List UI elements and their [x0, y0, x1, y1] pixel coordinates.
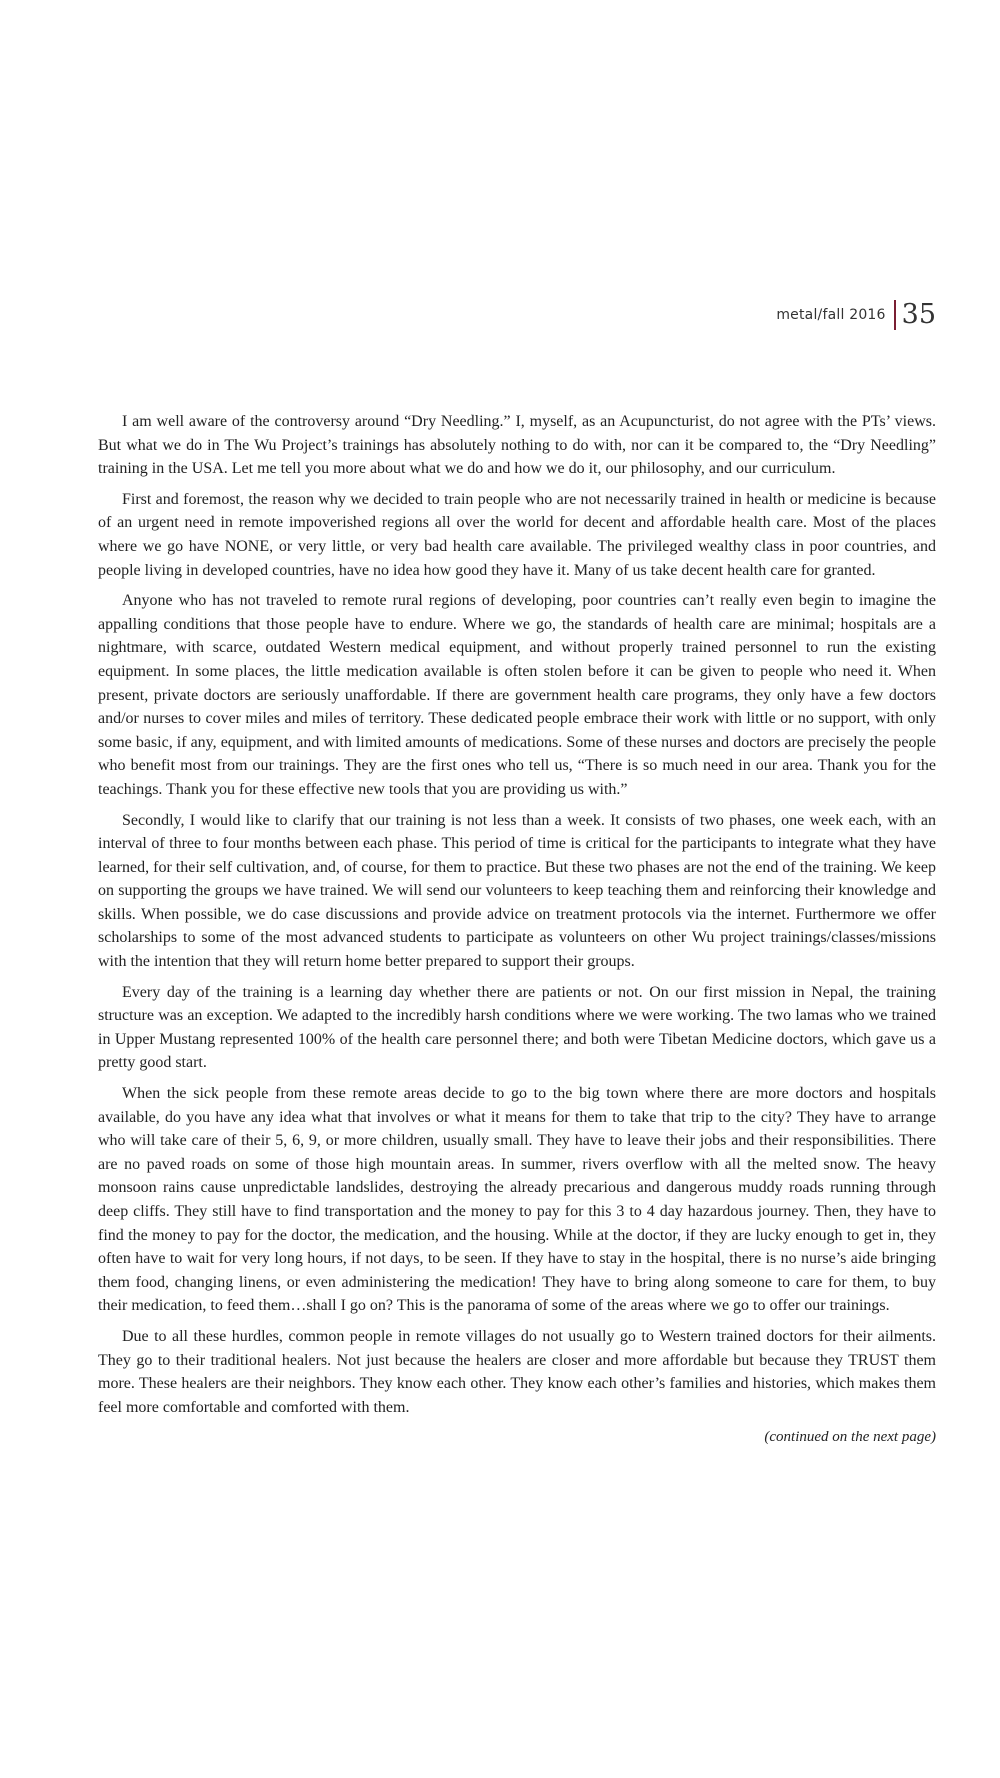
paragraph-learning-day: Every day of the training is a learning day whether there are patients or not. On our first mission in Nepal, the training structure was an exception. We adapted to the incredibly harsh conditions where we were working. The two lamas who we trained in Upper Mustang represented 100% of the health care personnel there; and both were Tibetan Medicine doctors, which gave us a pretty good start. [98, 983, 936, 1072]
paragraph-trip-to-city: When the sick people from these remote areas decide to go to the big town where there are more doctors and hospitals available, do you have any idea what that involves or what it means for them to take that trip to the city? They have to arrange who will take care of their 5, 6, 9, or more children, usually small. They have to leave their jobs and their responsibilities. There are no paved roads on some of those high mountain areas. In summer, rivers overflow with all the melted snow. The heavy monsoon rains cause unpredictable landslides, destroying the already precarious and dangerous muddy roads running through deep cliffs. They still have to find transportation and the money to pay for this 3 to 4 day hazardous journey. Then, they have to find the money to pay for the doctor, the medication, and the housing. While at the doctor, if they are lucky enough to get in, they often have to wait for very long hours, if not days, to be seen. If they have to stay in the hospital, there is no nurse’s aide bringing them food, changing linens, or even administering the medication! They have to bring along someone to care for them, to buy their medication, to feed them…shall I go on? This is the panorama of some of the areas where we go to offer our trainings. [98, 1085, 936, 1315]
header-divider [894, 300, 896, 330]
paragraph-remote-regions: Anyone who has not traveled to remote rural regions of developing, poor countries can’t really even begin to imagine the appalling conditions that those people have to endure. Where we go, the standards of health care are minimal; hospitals are a nightmare, with scarce, outdated Western medical equipment, and without properly trained personnel to run the existing equipment. In some places, the little medication available is often stolen before it can be given to people who need it. When present, private doctors are seriously unaffordable. If there are government health care programs, they only have a few doctors and/or nurses to cover miles and miles of territory. These dedicated people embrace their work with little or no support, with only some basic, if any, equipment, and with limited amounts of medications. Some of these nurses and doctors are precisely the people who benefit most from our trainings. They are the first ones who tell us, “There is so much need in our area. Thank you for the teachings. Thank you for these effective new tools that you are providing us with.” [98, 592, 936, 798]
page-header [776, 300, 936, 330]
page-number: 35 [901, 299, 936, 330]
continued-note: (continued on the next page) [764, 1429, 936, 1446]
paragraph-dry-needling: I am well aware of the controversy around “Dry Needling.” I, myself, as an Acupuncturist, do not agree with the PTs’ views. But what we do in The Wu Project’s trainings has absolutely nothing to do with, nor can it be compared to, the “Dry Needling” training in the USA. Let me tell you more about what we do and how we do it, our philosophy, and our curriculum. [98, 413, 936, 478]
paragraph-first-and-foremost: First and foremost, the reason why we decided to train people who are not necessarily trained in health or medicine is because of an urgent need in remote impoverished regions all over the world for decent and affordable health care. Most of the places where we go have NONE, or very little, or very bad health care available. The privileged wealthy class in poor countries, and people living in developed countries, have no idea how good they have it. Many of us take decent health care for granted. [98, 490, 936, 579]
paragraph-training-phases: Secondly, I would like to clarify that our training is not less than a week. It consists of two phases, one week each, with an interval of three to four months between each phase. This period of time is critical for the participants to integrate what they have learned, for their self cultivation, and, of course, for them to practice. But these two phases are not the end of the training. We keep on supporting the groups we have trained. We will send our volunteers to keep teaching them and reinforcing their knowledge and skills. When possible, we do case discussions and provide advice on treatment protocols via the internet. Furthermore we offer scholarships to some of the most advanced students to participate as volunteers on other Wu project trainings/classes/missions with the intention that they will return home better prepared to support their groups. [98, 811, 936, 971]
running-header-label: metal/fall 2016 [776, 307, 886, 323]
article-body [98, 410, 936, 1448]
paragraph-traditional-healers: Due to all these hurdles, common people in remote villages do not usually go to Western trained doctors for their ailments. They go to their traditional healers. Not just because the healers are closer and more affordable but because they TRUST them more. These healers are their neighbors. They know each other. They know each other’s families and histories, which makes them feel more comfortable and comforted with them. [98, 1327, 936, 1416]
